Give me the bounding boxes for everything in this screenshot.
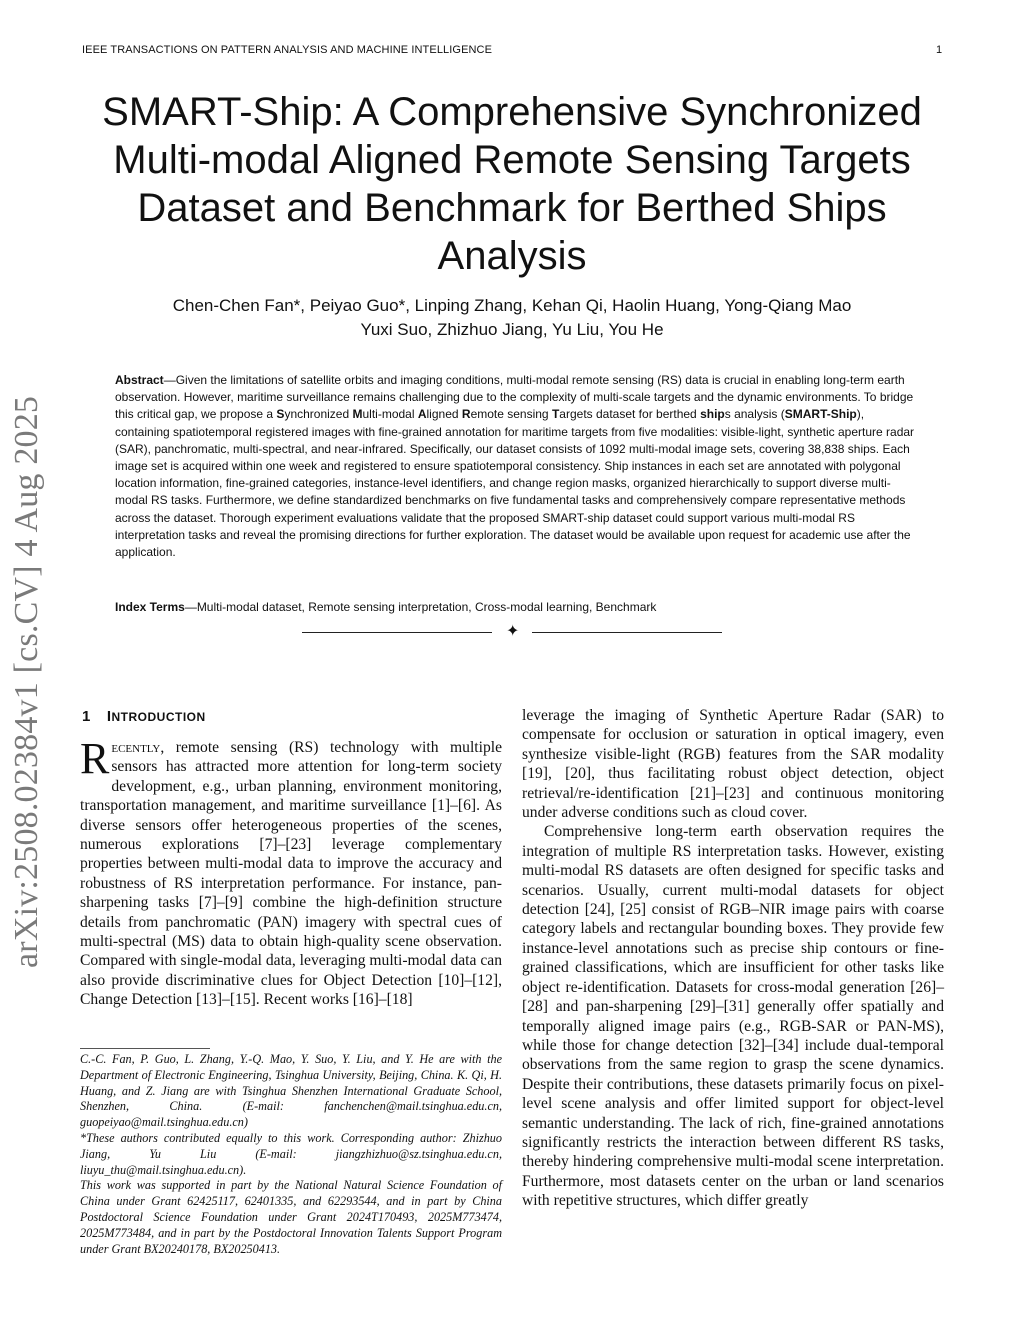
author-list — [80, 294, 944, 342]
footnote-affiliations: C.-C. Fan, P. Guo, L. Zhang, Y.-Q. Mao, Y. Suo, Y. Liu, and Y. He are with the Department of Electronic Engineering, Tsinghua University, Beijing, China. K. Qi, H. Huang, and Z. Jiang are with Tsinghua Shenzhen International Graduate School, Shenzhen, China. (E-mail: fanchenchen@mail.tsinghua.edu.cn, guopeiyao@mail.tsinghua.edu.cn) — [80, 1052, 502, 1130]
page-number: 1 — [936, 44, 943, 56]
separator-rule-left — [302, 632, 492, 633]
author-line-1: Chen-Chen Fan*, Peiyao Guo*, Linping Zhang, Kehan Qi, Haolin Huang, Yong-Qiang Mao — [172, 296, 852, 315]
section-heading: 1 INTRODUCTION — [82, 708, 206, 725]
footnote-funding: This work was supported in part by the National Natural Science Foundation of China under Grant 62425117, 62401335, and 62293544, and in part by China Postdoctoral Science Foundation under Grant 2024T170493, 2025M773474, 2025M773484, and in part by the Postdoctoral Innovation Talents Support Program under Grant BX20240178, BX20250413. — [80, 1178, 502, 1256]
intro-paragraph-1: Recently, remote sensing (RS) technology with multiple sensors has attracted more attention for long-term society development, e.g., urban planning, environment monitoring, transportation management, and maritime surveillance [1]–[6]. As diverse sensors offer heterogeneous properties of the scenes, numerous explorations [7]–[23] leverage complementary properties between multi-modal data to improve the accuracy and robustness of RS interpretation performance. For instance, pan-sharpening tasks [7]–[9] combine the high-definition structure details from panchromatic (PAN) imagery with spectral cues of multi-spectral (MS) data to obtain high-quality scene observation. Compared with single-modal data, leveraging multi-modal data can also provide discriminative clues for Object Detection [10]–[12], Change Detection [13]–[15]. Recent works [16]–[18] — [80, 734, 502, 1009]
footnotes — [80, 1052, 502, 1257]
intro-paragraph-1-continued: leverage the imaging of Synthetic Aperture Radar (SAR) to compensate for occlusion or saturation in optical imagery, even synthesize visible-light (RGB) features from the SAR modality [19], [20], thus facilitating robust object detection, object retrieval/re-identification [21]–[23] and continuous monitoring under adverse conditions such as cloud cover. — [522, 707, 944, 822]
separator-rule-right — [532, 632, 722, 633]
intro-paragraph-2: Comprehensive long-term earth observation requires the integration of multiple RS interpretation tasks. However, existing multi-modal RS datasets are often designed for specific tasks and scenarios. Usually, current multi-modal datasets for object detection [24], [25] consist of RGB–NIR image pairs with coarse category labels and rectangular bounding boxes. They provide few instance-level annotations such as precise ship contours or fine-grained classifications, which are insufficient for other tasks like object re-identification. Datasets for cross-modal generation [26]–[28] and pan-sharpening [29]–[31] generally offer spatially and temporally aligned image pairs (e.g., RGB-SAR or PAN-MS), while those for change detection [32]–[34] include dual-temporal observations from the same region to grasp the scene dynamics. Despite their contributions, these datasets primarily focus on pixel-level scene analysis and offer limited support for object-level semantic understanding. The lack of rich, fine-grained annotations significantly restricts the interaction between different RS tasks, thereby hindering comprehensive multi-modal scene interpretation. Furthermore, most datasets center on the urban or land scenarios with repetitive structures, which differ greatly — [522, 823, 944, 1210]
right-column — [522, 706, 944, 1211]
abstract-label: Abstract — [115, 373, 164, 387]
paper-title: SMART-Ship: A Comprehensive Synchronized Multi-modal Aligned Remote Sensing Targets Dataset and Benchmark for Berthed Ships Analysis — [102, 90, 922, 278]
author-line-2: Yuxi Suo, Zhizhuo Jiang, Yu Liu, You He — [360, 320, 664, 339]
footnote-rule — [80, 1048, 210, 1049]
footnote-equal-contribution: *These authors contributed equally to this work. Corresponding author: Zhizhuo Jiang, Yu Liu (E-mail: jiangzhizhuo@sz.tsinghua.edu.cn, liuyu_thu@mail.tsinghua.edu.cn). — [80, 1130, 502, 1177]
index-terms-text: Multi-modal dataset, Remote sensing interpretation, Cross-modal learning, Benchmark — [196, 600, 657, 614]
left-column — [80, 734, 502, 1010]
separator-diamond-icon: ✦ — [506, 623, 520, 640]
abstract: Abstract—Given the limitations of satellite orbits and imaging conditions, multi-modal remote sensing (RS) data is crucial in enabling long-term earth observation. However, maritime surveillance remains challenging due to the complexity of multi-scale targets and the dynamic environments. To bridge this critical gap, we propose a Synchronized Multi-modal Aligned Remote sensing Targets dataset for berthed ships analysis (SMART-Ship), containing spatiotemporal registered images with fine-grained annotation for maritime targets from five modalities: visible-light, synthetic aperture radar (SAR), panchromatic, multi-spectral, and near-infrared. Specifically, our dataset consists of 1092 multi-modal image sets, covering 38,838 ships. Each image set is acquired within one week and registered to ensure spatiotemporal consistency. Ship instances in each set are annotated with polygonal location information, fine-grained categories, instance-level identifiers, and change region masks, organized hierarchically to support diverse multi-modal RS tasks. Furthermore, we define standardized benchmarks on five fundamental tasks and comprehensively compare representative methods across the dataset. Thorough experiment evaluations validate that the proposed SMART-ship dataset could support various multi-modal RS interpretation tasks and reveal the promising directions for further exploration. The dataset would be available upon request for academic use after the application. — [115, 373, 915, 560]
index-terms: Index Terms—Multi-modal dataset, Remote sensing interpretation, Cross-modal learning, Benchmark — [115, 600, 657, 614]
journal-header: IEEE TRANSACTIONS ON PATTERN ANALYSIS AND MACHINE INTELLIGENCE — [82, 44, 493, 56]
drop-cap: R — [80, 734, 110, 783]
index-terms-label: Index Terms — [115, 600, 185, 614]
arxiv-stamp: arXiv:2508.02384v1 [cs.CV] 4 Aug 2025 — [8, 395, 45, 968]
